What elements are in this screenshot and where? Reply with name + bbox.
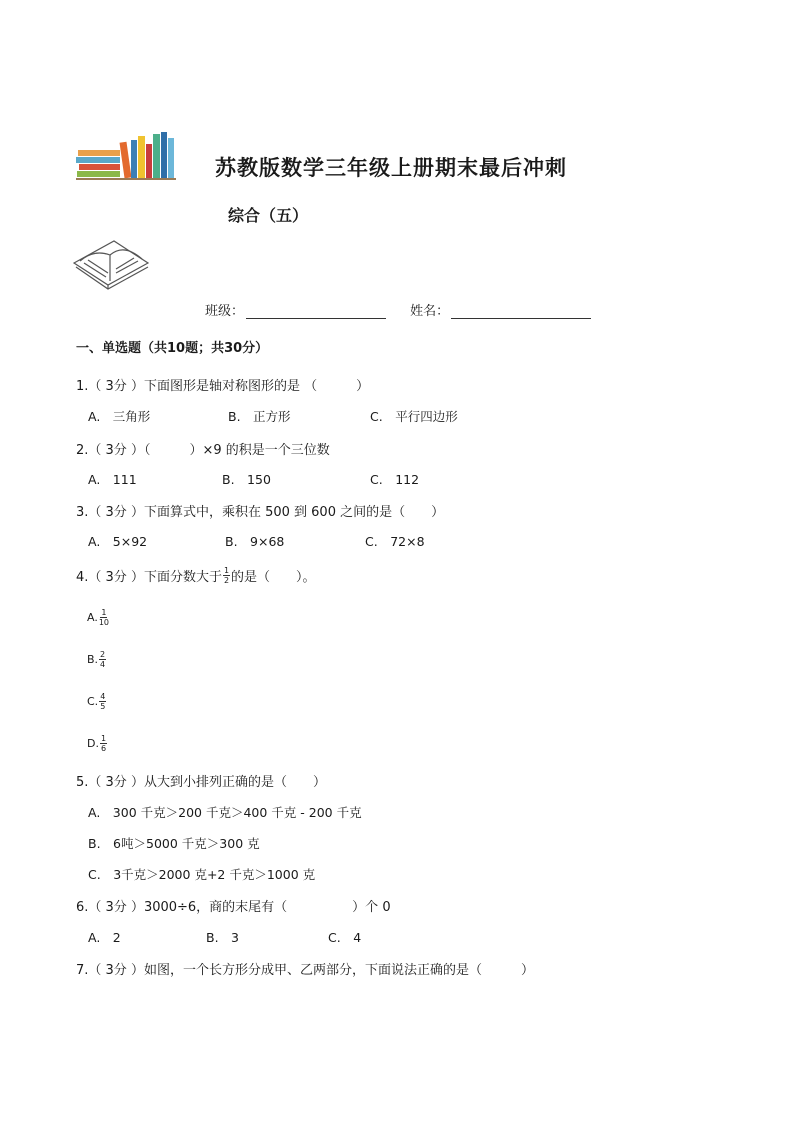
question-1-option-b[interactable]: B. 正方形 (228, 409, 291, 424)
fraction-numerator: 1 (223, 566, 230, 575)
question-5-option-b[interactable]: B. 6吨＞5000 千克＞300 克 (88, 836, 260, 851)
fraction (99, 650, 106, 669)
book-spine (79, 164, 120, 170)
fraction-numerator: 4 (100, 692, 106, 701)
name-label: 姓名： (410, 304, 450, 319)
fraction-numerator: 1 (101, 608, 107, 617)
class-label: 班级： (205, 304, 245, 319)
book-spine (76, 157, 120, 163)
student-info-fields (205, 300, 611, 319)
question-2-option-a[interactable]: A. 111 (88, 472, 137, 487)
question-4-option-d[interactable] (87, 734, 108, 753)
fraction-numerator: 1 (100, 734, 107, 743)
fraction-denominator: 2 (223, 576, 230, 585)
question-3-option-c[interactable]: C. 72×8 (365, 534, 425, 549)
book-spine (120, 142, 132, 179)
question-5: 5.（ 3分 ）从大到小排列正确的是（ ） (76, 775, 326, 790)
option-letter: A. (87, 611, 98, 624)
page-title: 苏教版数学三年级上册期末最后冲刺 (215, 155, 567, 180)
book-spine (153, 134, 160, 178)
class-input[interactable] (246, 304, 386, 319)
question-3-option-a[interactable]: A. 5×92 (88, 534, 148, 549)
question-4-option-a[interactable] (87, 608, 110, 627)
page-subtitle: 综合（五） (228, 206, 309, 225)
book-spine (131, 140, 137, 178)
question-6-option-b[interactable]: B. 3 (206, 930, 240, 945)
book-spine (77, 171, 120, 177)
book-spine (161, 132, 167, 178)
open-book-icon (70, 233, 152, 291)
question-2-option-b[interactable]: B. 150 (222, 472, 271, 487)
question-6-option-a[interactable]: A. 2 (88, 930, 121, 945)
fraction (99, 608, 109, 627)
shelf (76, 178, 176, 180)
question-2: 2.（ 3分 ）（ ）×9 的积是一个三位数 (76, 443, 330, 458)
question-5-option-a[interactable]: A. 300 千克＞200 千克＞400 千克 - 200 千克 (88, 805, 362, 820)
book-spine (78, 150, 120, 156)
question-4-stem-end: 的是（ ）。 (231, 570, 316, 585)
fraction (223, 566, 230, 585)
fraction-numerator: 2 (100, 650, 106, 659)
question-5-option-c[interactable]: C. 3千克＞2000 克+2 千克＞1000 克 (88, 867, 316, 882)
fraction (100, 734, 107, 753)
fraction (99, 692, 106, 711)
question-7: 7.（ 3分 ）如图，一个长方形分成甲、乙两部分，下面说法正确的是（ ） (76, 963, 534, 978)
book-spine (146, 144, 152, 178)
question-1-option-a[interactable]: A. 三角形 (88, 409, 151, 424)
section-title: 一、单选题（共10题；共30分） (76, 341, 269, 356)
books-illustration (76, 132, 176, 182)
question-1: 1.（ 3分 ）下面图形是轴对称图形的是 （ ） (76, 379, 370, 394)
option-letter: D. (87, 737, 99, 750)
fraction-denominator: 5 (100, 702, 106, 711)
question-6: 6.（ 3分 ）3000÷6，商的末尾有（ ）个 0 (76, 900, 391, 915)
question-4-option-b[interactable] (87, 650, 107, 669)
question-4-option-c[interactable] (87, 692, 107, 711)
question-6-option-c[interactable]: C. 4 (328, 930, 362, 945)
book-spine (138, 136, 145, 178)
question-4 (76, 566, 316, 585)
fraction-denominator: 4 (100, 660, 106, 669)
question-4-stem-start: 4.（ 3分 ）下面分数大于 (76, 570, 222, 585)
option-letter: B. (87, 653, 99, 666)
fraction-denominator: 6 (100, 744, 107, 753)
question-3: 3.（ 3分 ）下面算式中，乘积在 500 到 600 之间的是（ ） (76, 505, 445, 520)
name-input[interactable] (451, 304, 591, 319)
fraction-denominator: 10 (98, 618, 110, 627)
question-2-option-c[interactable]: C. 112 (370, 472, 420, 487)
option-letter: C. (87, 695, 99, 708)
book-spine (168, 138, 174, 178)
question-3-option-b[interactable]: B. 9×68 (225, 534, 285, 549)
question-1-option-c[interactable]: C. 平行四边形 (370, 409, 458, 424)
